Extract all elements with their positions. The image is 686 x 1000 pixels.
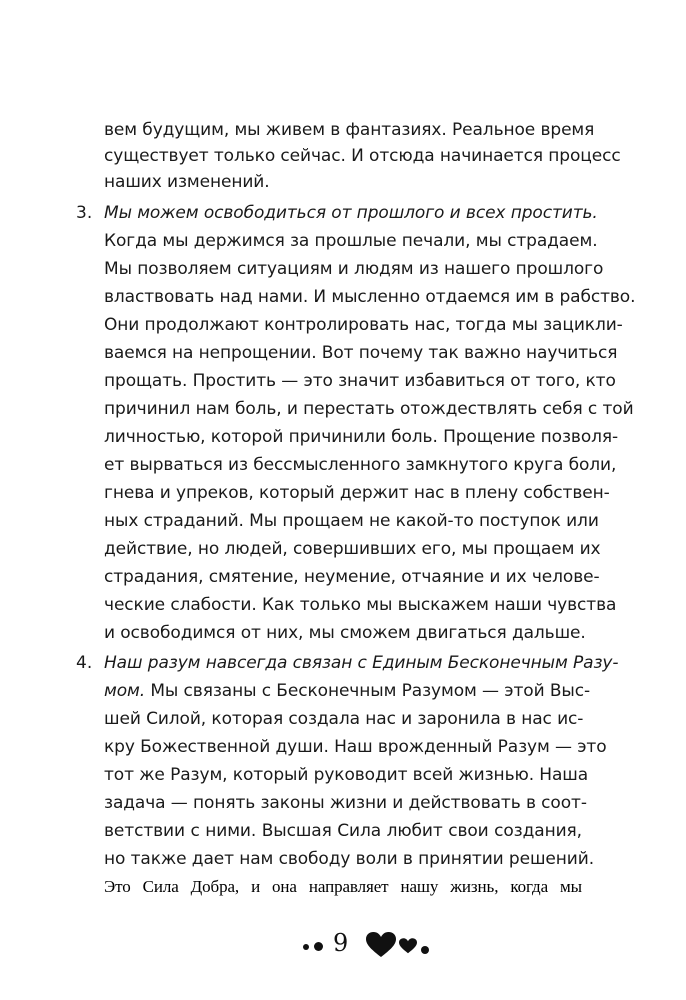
text-line: ческие слабости. Как только мы выскажем наши чувства — [104, 595, 617, 615]
heart-icon — [399, 938, 417, 954]
text-line: задача — понять законы жизни и действовать в соот- — [104, 793, 587, 813]
italic-heading-line — [104, 200, 598, 226]
text-line: наших изменений. — [104, 172, 270, 192]
list-number: 4. — [76, 653, 93, 673]
text-line: Они продолжают контролировать нас, тогда мы зацикли- — [104, 315, 623, 335]
text-line: ветствии с ними. Высшая Сила любит свои создания, — [104, 821, 582, 841]
text-line: ных страданий. Мы прощаем не какой-то поступок или — [104, 511, 599, 531]
text-line: причинил нам боль, и перестать отождествлять себя с той — [104, 399, 634, 419]
text-line — [104, 678, 591, 704]
page-footer — [0, 928, 686, 968]
dot-ornament — [421, 946, 429, 954]
page-number: 9 — [333, 929, 349, 957]
text-line: но также дает нам свободу воли в принятии решений. — [104, 849, 594, 869]
text-span: Мы связаны с Бесконечным Разумом — этой Выс- — [145, 681, 591, 701]
text-line: страдания, смятение, неумение, отчаяние и их челове- — [104, 567, 600, 587]
text-line: тот же Разум, который руководит всей жизнью. Наша — [104, 765, 589, 785]
text-line: ет вырваться из бессмысленного замкнутого круга боли, — [104, 455, 617, 475]
text-line: и освободимся от них, мы сможем двигаться дальше. — [104, 623, 586, 643]
text-line: действие, но людей, совершивших его, мы прощаем их — [104, 539, 601, 559]
text-line: шей Силой, которая создала нас и заронила в нас ис- — [104, 709, 584, 729]
italic-heading: Наш разум навсегда связан с Единым Бесконечным Разу- — [104, 653, 619, 673]
text-line: властвовать над нами. И мысленно отдаемся им в рабство. — [104, 287, 636, 307]
dot-ornament — [303, 944, 309, 950]
italic-heading: Мы можем освободиться от прошлого и всех простить. — [104, 203, 598, 223]
text-line: Это Сила Добра, и она направляет нашу жизнь, когда мы — [104, 877, 582, 896]
list-number: 3. — [76, 203, 93, 223]
text-line: прощать. Простить — это значит избавиться от того, кто — [104, 371, 616, 391]
text-line: Мы позволяем ситуациям и людям из нашего прошлого — [104, 259, 604, 279]
text-line: личностью, которой причинили боль. Прощение позволя- — [104, 427, 619, 447]
heart-icon — [366, 932, 396, 958]
text-line: ваемся на непрощении. Вот почему так важно научиться — [104, 343, 618, 363]
dot-ornament — [314, 942, 323, 951]
text-line: вем будущим, мы живем в фантазиях. Реальное время — [104, 120, 595, 140]
italic-heading-line — [104, 650, 619, 676]
text-line: кру Божественной души. Наш врожденный Разум — это — [104, 737, 607, 757]
text-line: гнева и упреков, который держит нас в плену собствен- — [104, 483, 610, 503]
text-line: существует только сейчас. И отсюда начинается процесс — [104, 146, 621, 166]
text-line: Когда мы держимся за прошлые печали, мы страдаем. — [104, 231, 598, 251]
italic-heading-end: мом. — [104, 681, 146, 701]
